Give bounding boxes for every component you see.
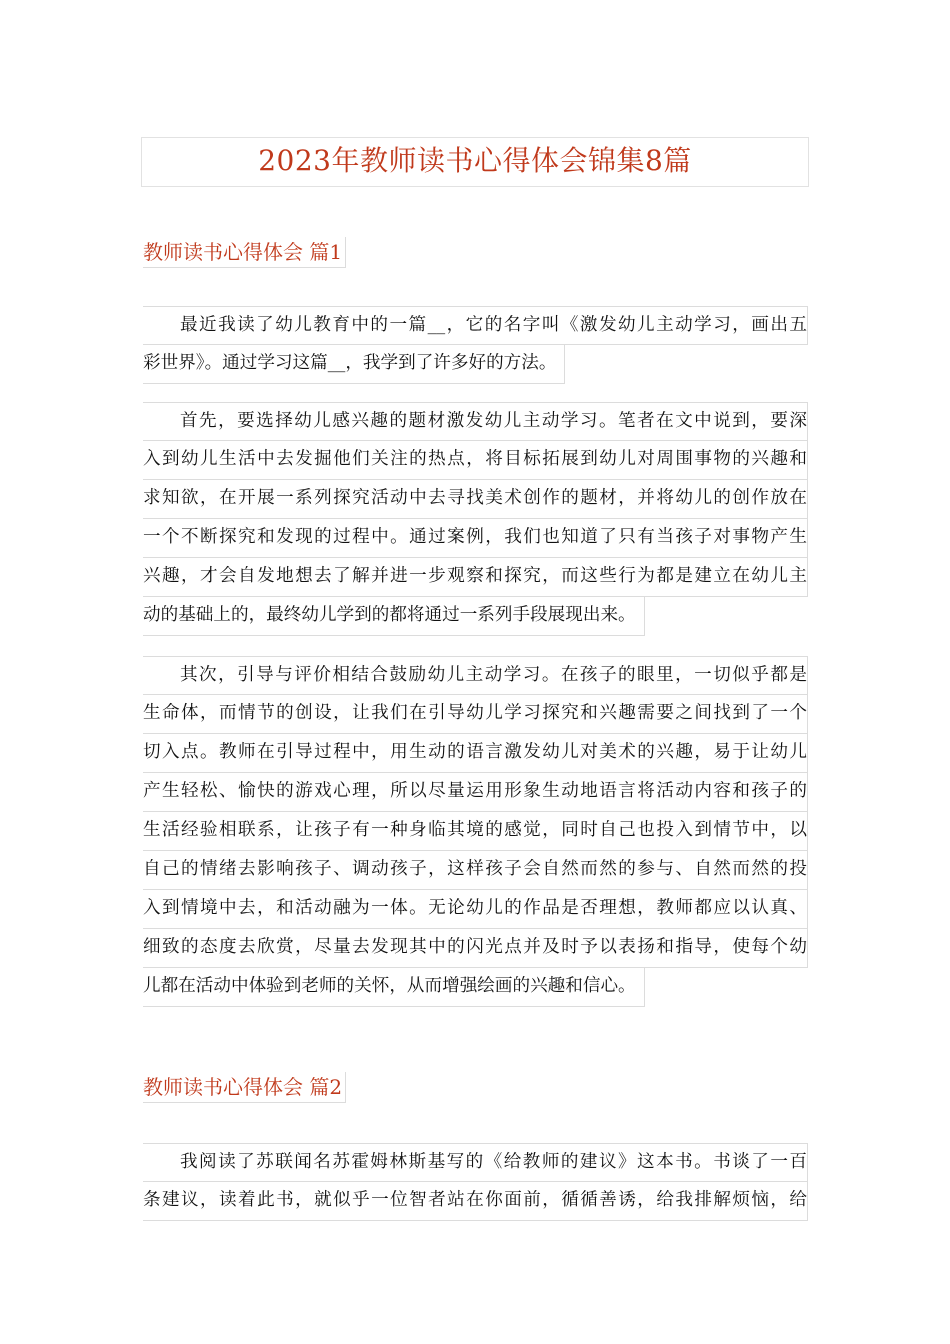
text-line: 生活经验相联系，让孩子有一种身临其境的感觉，同时自己也投入到情节中，以 — [143, 812, 808, 851]
text-line: 彩世界》。通过学习这篇__，我学到了许多好的方法。 — [143, 345, 565, 384]
text-line: 其次，引导与评价相结合鼓励幼儿主动学习。在孩子的眼里，一切似乎都是 — [143, 656, 808, 695]
text-line: 最近我读了幼儿教育中的一篇__，它的名字叫《激发幼儿主动学习，画出五 — [143, 306, 808, 345]
section-heading-2: 教师读书心得体会 篇2 — [143, 1072, 346, 1103]
text-line: 入到幼儿生活中去发掘他们关注的热点，将目标拓展到幼儿对周围事物的兴趣和 — [143, 441, 808, 480]
paragraph-2-1 — [143, 1143, 808, 1221]
text-line: 首先，要选择幼儿感兴趣的题材激发幼儿主动学习。笔者在文中说到，要深 — [143, 402, 808, 441]
text-line: 条建议，读着此书，就似乎一位智者站在你面前，循循善诱，给我排解烦恼，给 — [143, 1182, 808, 1221]
text-line: 生命体，而情节的创设，让我们在引导幼儿学习探究和兴趣需要之间找到了一个 — [143, 695, 808, 734]
section-heading-1: 教师读书心得体会 篇1 — [143, 237, 346, 268]
text-line: 兴趣，才会自发地想去了解并进一步观察和探究，而这些行为都是建立在幼儿主 — [143, 558, 808, 597]
paragraph-1-3 — [143, 656, 808, 1011]
text-line: 我阅读了苏联闻名苏霍姆林斯基写的《给教师的建议》这本书。书谈了一百 — [143, 1143, 808, 1182]
text-line: 动的基础上的，最终幼儿学到的都将通过一系列手段展现出来。 — [143, 597, 645, 636]
text-line: 入到情境中去，和活动融为一体。无论幼儿的作品是否理想，教师都应以认真、 — [143, 890, 808, 929]
text-line: 细致的态度去欣赏，尽量去发现其中的闪光点并及时予以表扬和指导，使每个幼 — [143, 929, 808, 968]
text-line: 一个不断探究和发现的过程中。通过案例，我们也知道了只有当孩子对事物产生 — [143, 519, 808, 558]
paragraph-1-2 — [143, 402, 808, 640]
text-line: 求知欲，在开展一系列探究活动中去寻找美术创作的题材，并将幼儿的创作放在 — [143, 480, 808, 519]
paragraph-1-1 — [143, 306, 808, 388]
page-title: 2023年教师读书心得体会锦集8篇 — [141, 137, 809, 187]
text-line: 自己的情绪去影响孩子、调动孩子，这样孩子会自然而然的参与、自然而然的投 — [143, 851, 808, 890]
text-line: 产生轻松、愉快的游戏心理，所以尽量运用形象生动地语言将活动内容和孩子的 — [143, 773, 808, 812]
text-line: 儿都在活动中体验到老师的关怀，从而增强绘画的兴趣和信心。 — [143, 968, 645, 1007]
text-line: 切入点。教师在引导过程中，用生动的语言激发幼儿对美术的兴趣，易于让幼儿 — [143, 734, 808, 773]
